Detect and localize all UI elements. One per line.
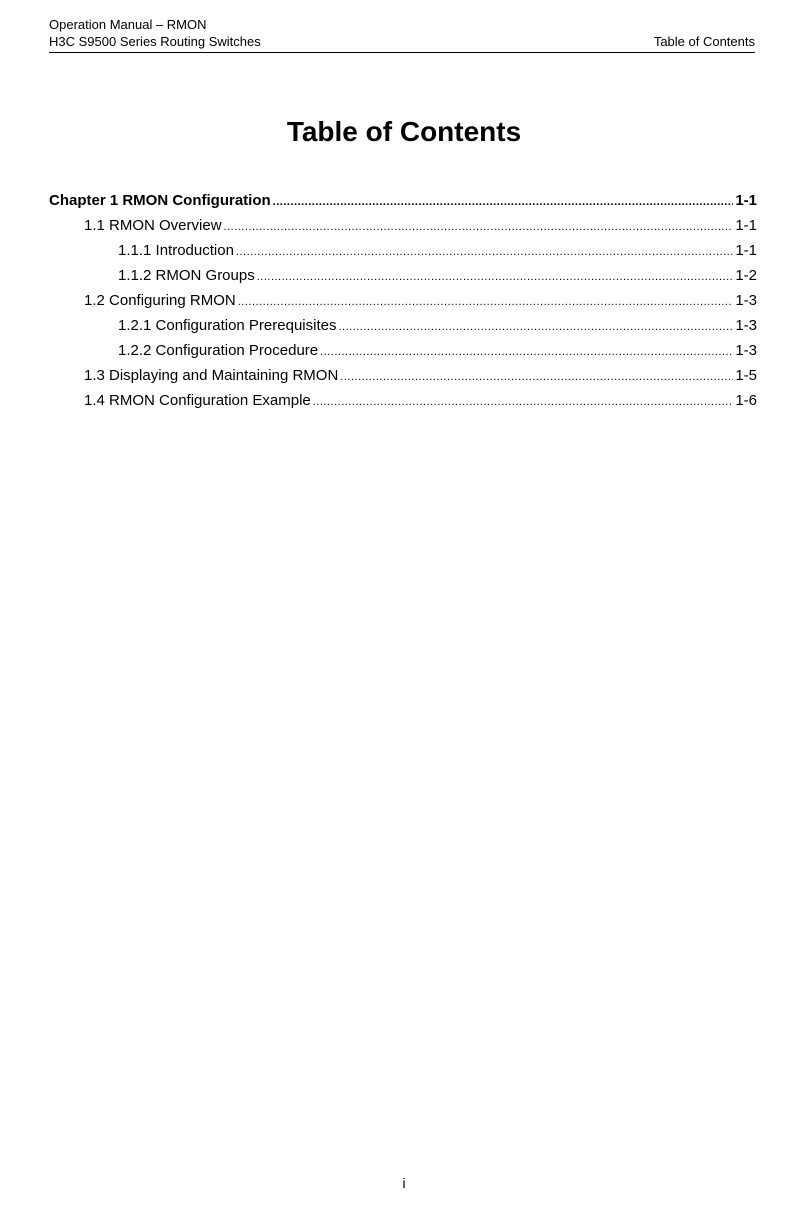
toc-leader-dots — [236, 240, 733, 265]
toc-entry-1-1-1[interactable] — [49, 238, 757, 263]
toc-entry-page: 1-1 — [735, 242, 757, 259]
toc-entry-label: 1.4 RMON Configuration Example — [84, 392, 311, 409]
header-product-name: H3C S9500 Series Routing Switches — [49, 34, 261, 49]
table-of-contents — [49, 188, 757, 413]
toc-entry-1-4[interactable] — [49, 388, 757, 413]
toc-entry-1-3[interactable] — [49, 363, 757, 388]
toc-entry-page: 1-2 — [735, 267, 757, 284]
page-header — [49, 16, 755, 53]
toc-entry-1-2[interactable] — [49, 288, 757, 313]
toc-entry-page: 1-3 — [735, 342, 757, 359]
page-title: Table of Contents — [286, 116, 522, 147]
toc-leader-dots — [257, 265, 734, 290]
toc-entry-page: 1-5 — [735, 367, 757, 384]
toc-entry-1-1-2[interactable] — [49, 263, 757, 288]
toc-leader-dots — [224, 215, 734, 240]
toc-entry-label: 1.1.1 Introduction — [118, 242, 234, 259]
page-number: i — [402, 1175, 406, 1191]
header-section-name: Table of Contents — [653, 34, 755, 49]
toc-leader-dots — [320, 340, 733, 365]
header-manual-title: Operation Manual – RMON — [49, 17, 207, 32]
toc-entry-page: 1-3 — [735, 292, 757, 309]
toc-entry-label: 1.2.2 Configuration Procedure — [118, 342, 319, 359]
toc-entry-label: 1.2.1 Configuration Prerequisites — [118, 317, 337, 334]
toc-leader-dots — [273, 190, 734, 215]
toc-entry-label: 1.1 RMON Overview — [84, 217, 222, 234]
toc-leader-dots — [338, 315, 733, 340]
toc-entry-page: 1-1 — [735, 192, 757, 209]
toc-entry-label: 1.2 Configuring RMON — [84, 292, 236, 309]
toc-entry-1-1[interactable] — [49, 213, 757, 238]
toc-leader-dots — [313, 390, 734, 415]
toc-entry-label: 1.3 Displaying and Maintaining RMON — [84, 367, 339, 384]
toc-entry-label: 1.1.2 RMON Groups — [118, 267, 255, 284]
toc-entry-chapter-1[interactable] — [49, 188, 757, 213]
toc-leader-dots — [238, 290, 734, 315]
toc-entry-page: 1-3 — [735, 317, 757, 334]
toc-entry-page: 1-6 — [735, 392, 757, 409]
toc-entry-1-2-1[interactable] — [49, 313, 757, 338]
toc-entry-label: Chapter 1 RMON Configuration — [49, 192, 271, 209]
toc-leader-dots — [340, 365, 733, 390]
toc-entry-page: 1-1 — [735, 217, 757, 234]
toc-entry-1-2-2[interactable] — [49, 338, 757, 363]
